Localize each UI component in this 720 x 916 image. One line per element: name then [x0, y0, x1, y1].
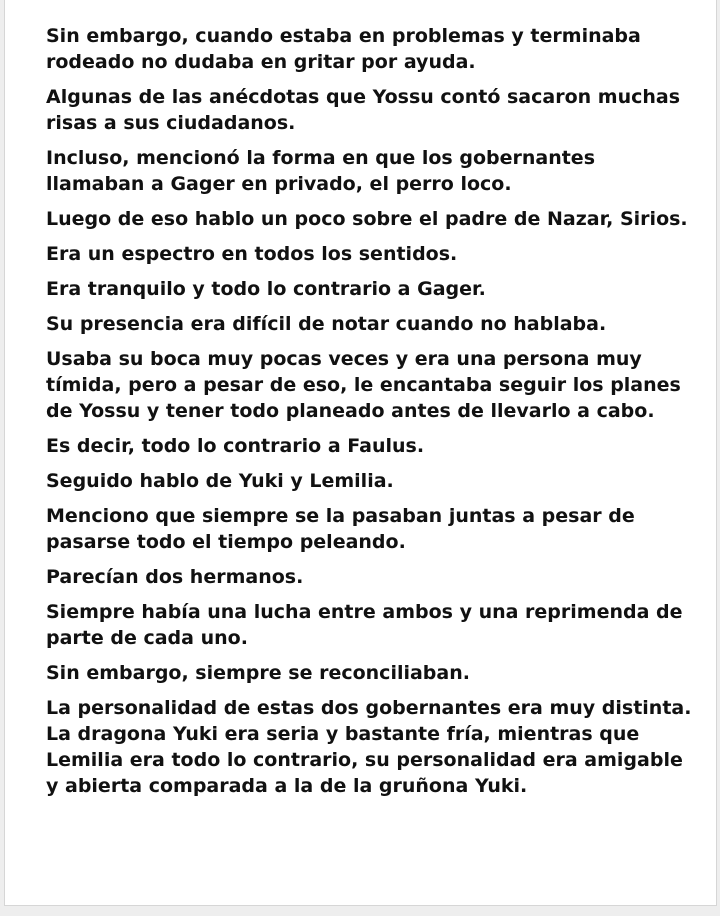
document-text [46, 23, 696, 808]
paragraph-13: Siempre había una lucha entre ambos y una reprimenda de parte de cada uno. [46, 601, 683, 649]
paragraph-8: Usaba su boca muy pocas veces y era una persona muy tímida, pero a pesar de eso, le encantaba seguir los planes de Yossu y tener todo planeado antes de llevarlo a cabo. [46, 348, 681, 422]
paragraph-15: La personalidad de estas dos gobernantes era muy distinta. La dragona Yuki era seria y bastante fría, mientras que Lemilia era todo lo contrario, su personalidad era amigable y abierta comparada a la de la gruñona Yuki. [46, 697, 692, 797]
paragraph-11: Menciono que siempre se la pasaban juntas a pesar de pasarse todo el tiempo peleando. [46, 505, 635, 553]
paragraph-1: Sin embargo, cuando estaba en problemas y terminaba rodeado no dudaba en gritar por ayuda. [46, 25, 641, 73]
paragraph-5: Era un espectro en todos los sentidos. [46, 243, 458, 265]
paragraph-6: Era tranquilo y todo lo contrario a Gager. [46, 278, 486, 300]
paragraph-9: Es decir, todo lo contrario a Faulus. [46, 435, 425, 457]
document-page [4, 0, 717, 906]
paragraph-2: Algunas de las anécdotas que Yossu contó sacaron muchas risas a sus ciudadanos. [46, 86, 681, 134]
paragraph-3: Incluso, mencionó la forma en que los gobernantes llamaban a Gager en privado, el perro loco. [46, 147, 596, 195]
paragraph-12: Parecían dos hermanos. [46, 566, 304, 588]
paragraph-7: Su presencia era difícil de notar cuando no hablaba. [46, 313, 607, 335]
paragraph-4: Luego de eso hablo un poco sobre el padre de Nazar, Sirios. [46, 208, 688, 230]
paragraph-10: Seguido hablo de Yuki y Lemilia. [46, 470, 394, 492]
paragraph-14: Sin embargo, siempre se reconciliaban. [46, 662, 470, 684]
